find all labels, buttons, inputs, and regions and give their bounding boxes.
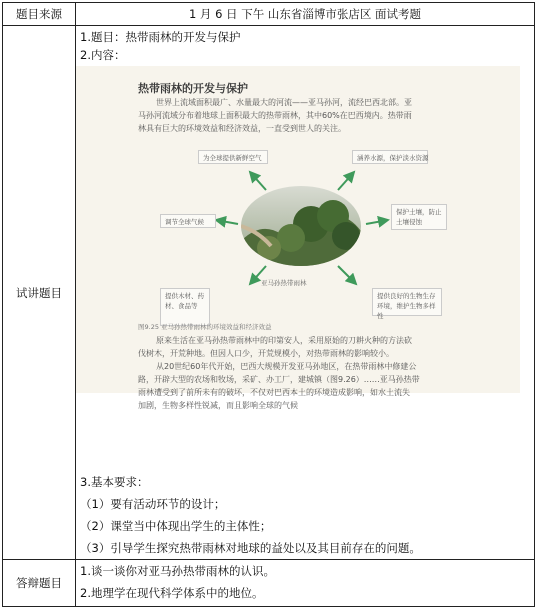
trial-content [76,26,535,560]
qa-item-1: 1.谈一谈你对亚马孙热带雨林的认识。 [80,564,275,578]
excerpt-title: 热带雨林的开发与保护 [138,82,248,95]
excerpt-body-6: 加剧，生物多样性锐减，而且影响全球的气候 [138,401,298,410]
qa-content [76,560,535,607]
benefit-water: 涵养水源，保护淡水资源 [352,150,428,164]
excerpt-body-1: 原来生活在亚马孙热带雨林中的印第安人，采用原始的刀耕火种的方法砍 [156,336,412,345]
header-row [3,3,535,26]
exam-table [2,2,535,607]
excerpt-intro-2: 马孙河流域分布着地球上面积最大的热带雨林，其中60%在巴西境内。热带雨 [138,111,412,120]
requirement-3: （3）引导学生探究热带雨林对地球的益处以及其目前存在的问题。 [80,541,421,555]
trial-content-label: 2.内容： [80,48,126,62]
excerpt-body-4: 路，开辟大型的农场和牧场，采矿、办工厂，建城镇（图9.26）……亚马孙热带 [138,375,420,384]
qa-row [3,560,535,607]
benefit-climate: 调节全球气候 [160,214,216,228]
benefit-oxygen: 为全球提供新鲜空气 [198,150,268,164]
benefit-biodiversity: 提供良好的生物生存环境，维护生物多样性 [372,288,442,316]
benefit-soil: 保护土壤，防止土壤侵蚀 [391,204,447,230]
trial-row [3,26,535,560]
trial-topic: 1.题目：热带雨林的开发与保护 [80,30,241,44]
benefit-products: 提供木材、药材、食品等 [160,288,210,326]
excerpt-body-3: 从20世纪60年代开始，巴西大规模开发亚马孙地区，在热带雨林中修建公 [156,362,417,371]
source-label: 题目来源 [3,3,76,26]
photo-caption: 亚马孙热带雨林 [261,279,307,287]
excerpt-intro-1: 世界上流域面积最广、水量最大的河流——亚马孙河，流经巴西北部。亚 [156,98,412,107]
rainforest-photo [241,186,361,266]
qa-label: 答辩题目 [3,560,76,607]
source-value: 1 月 6 日 下午 山东省淄博市张店区 面试考题 [76,3,535,26]
figure-caption: 图9.25 亚马孙热带雨林的环境效益和经济效益 [138,323,272,331]
trial-label: 试讲题目 [3,26,76,560]
arrow-to-climate [216,220,238,224]
arrow-to-biodiversity [338,266,356,284]
qa-item-2: 2.地理学在现代科学体系中的地位。 [80,586,264,600]
textbook-excerpt [76,66,520,410]
excerpt-body-5: 雨林遭受到了前所未有的破坏，不仅对巴西本土的环境造成影响，如水土流失 [138,388,410,397]
arrow-to-soil [366,220,388,224]
requirements-label: 3.基本要求： [80,475,149,489]
excerpt-intro-3: 林具有巨大的环境效益和经济效益，一直受到世人的关注。 [138,124,346,133]
excerpt-body-2: 伐树木，开荒种地。但因人口少，开荒规模小，对热带雨林的影响较小。 [138,349,394,358]
requirement-1: （1）要有活动环节的设计； [80,497,226,511]
requirement-2: （2）课堂当中体现出学生的主体性； [80,519,272,533]
